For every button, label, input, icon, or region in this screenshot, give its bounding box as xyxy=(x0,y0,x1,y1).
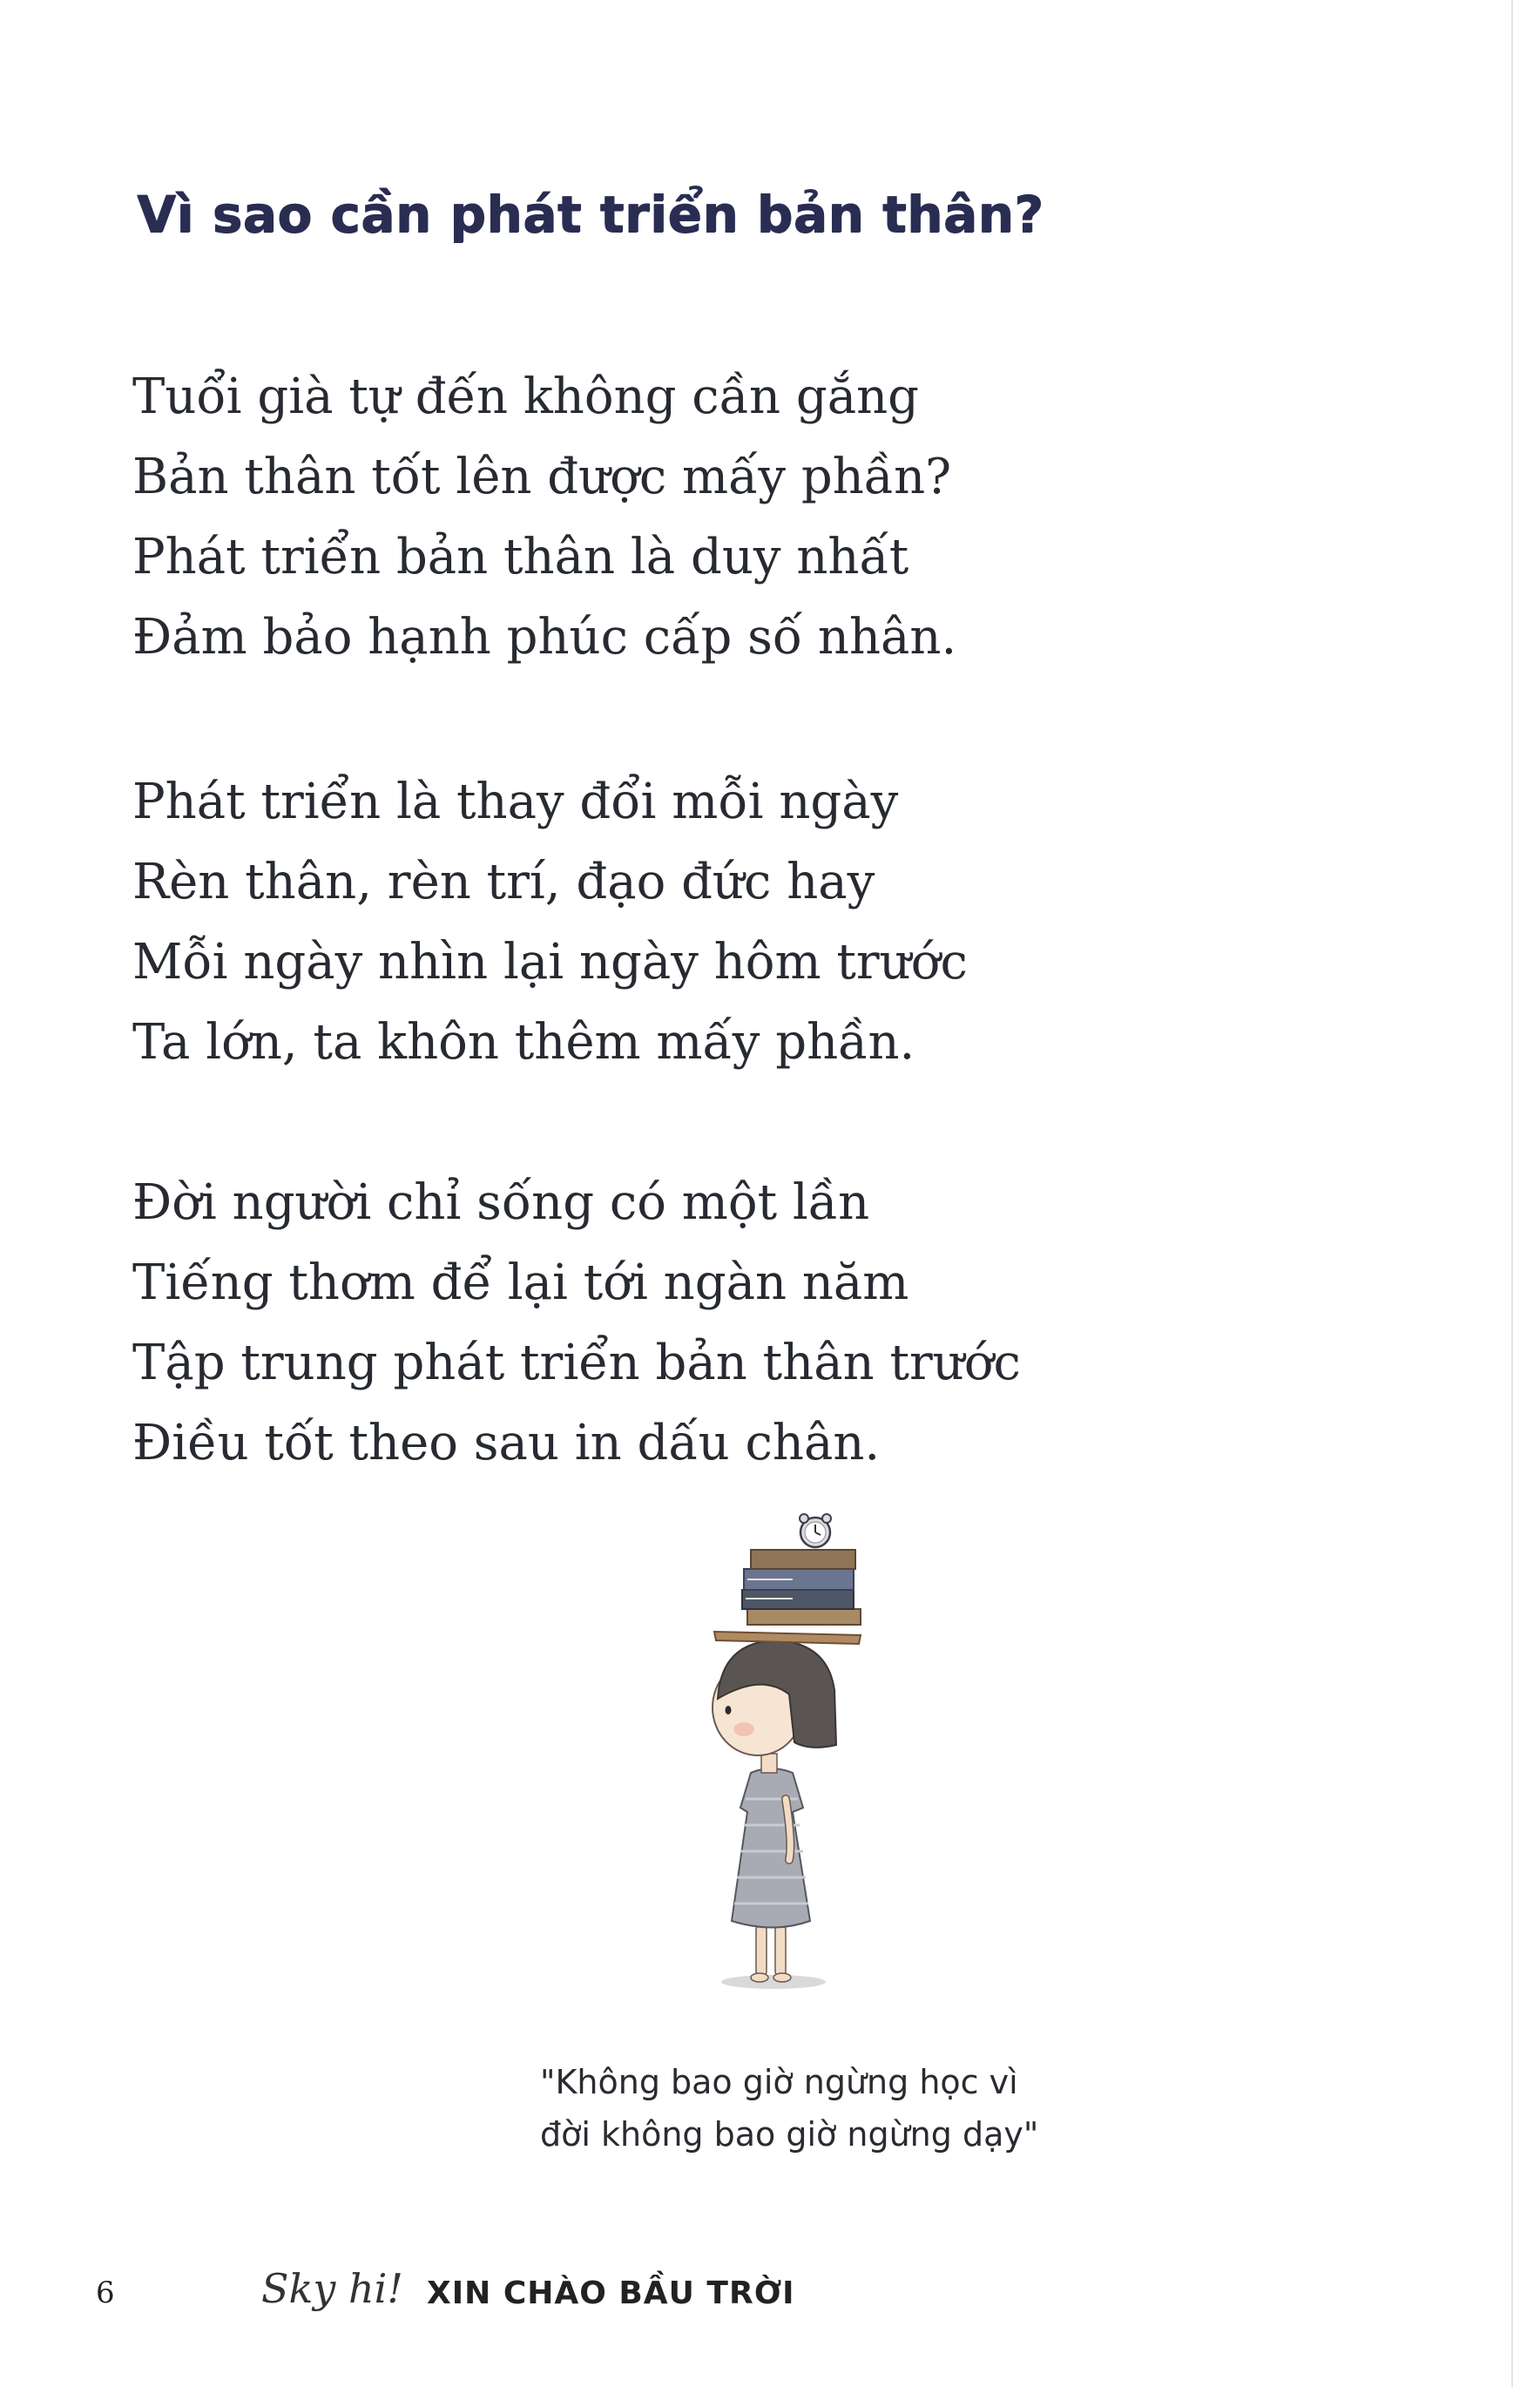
poem-line: Tiếng thơm để lại tới ngàn năm xyxy=(132,1254,909,1311)
poem-line: Tập trung phát triển bản thân trước xyxy=(132,1335,1021,1391)
poem-line: Ta lớn, ta khôn thêm mấy phần. xyxy=(132,1014,915,1071)
book-title: XIN CHÀO BẦU TRỜI xyxy=(427,2275,795,2311)
poem-line: Phát triển bản thân là duy nhất xyxy=(132,529,909,585)
sky-hi-logo: Sky hi! xyxy=(261,2265,403,2312)
poem-stanza-3 xyxy=(132,1163,1021,1484)
poem-stanza-1 xyxy=(132,357,956,678)
page-edge xyxy=(1511,0,1513,2387)
section-heading: Vì sao cần phát triển bản thân? xyxy=(137,185,1044,244)
quote-line-2: đời không bao giờ ngừng dạy" xyxy=(540,2115,1039,2154)
poem-line: Đời người chỉ sống có một lần xyxy=(132,1174,870,1231)
quote-line-1: "Không bao giờ ngừng học vì xyxy=(540,2063,1018,2101)
poem-line: Rèn thân, rèn trí, đạo đức hay xyxy=(132,854,875,910)
poem-line: Mỗi ngày nhìn lại ngày hôm trước xyxy=(132,934,968,991)
poem-line: Điều tốt theo sau in dấu chân. xyxy=(132,1415,881,1471)
girl-with-books-illustration xyxy=(706,1511,880,1999)
poem-line: Phát triển là thay đổi mỗi ngày xyxy=(132,774,899,830)
quote xyxy=(540,2056,1038,2160)
poem-stanza-2 xyxy=(132,762,968,1083)
poem-line: Bản thân tốt lên được mấy phần? xyxy=(132,449,952,505)
poem-line: Đảm bảo hạnh phúc cấp số nhân. xyxy=(132,609,957,666)
poem-line: Tuổi già tự đến không cần gắng xyxy=(132,369,919,425)
page-number: 6 xyxy=(96,2275,115,2310)
